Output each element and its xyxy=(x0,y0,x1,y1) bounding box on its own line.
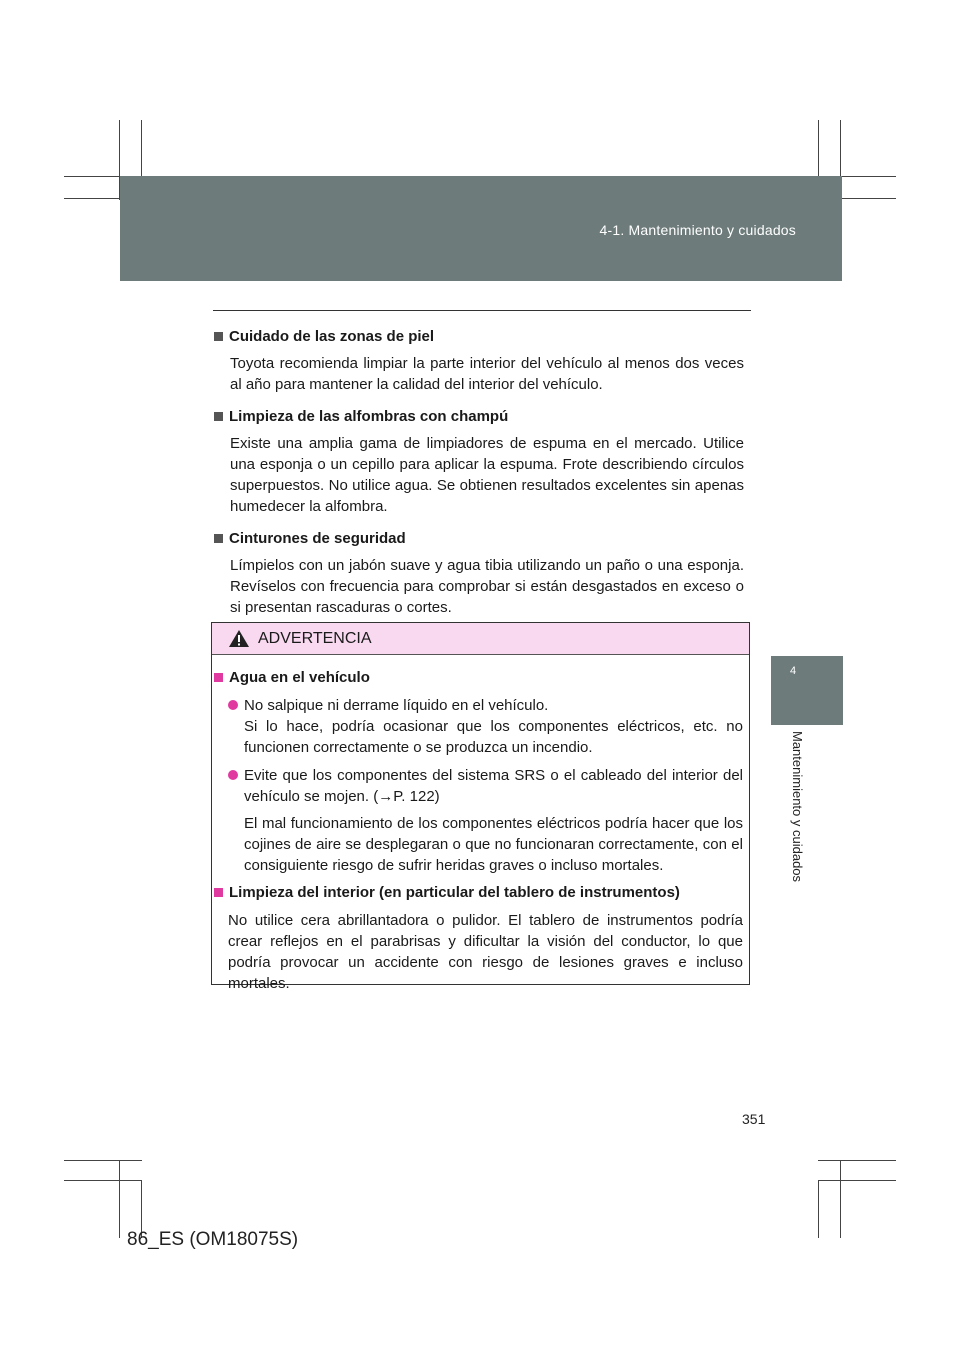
section-body: Límpielos con un jabón suave y agua tibia utilizando un paño o una esponja. Revíselos con frecuencia para comprobar si están desgastados en exceso o si presentan rascaduras o cortes. xyxy=(230,557,744,616)
section-title-text: Cuidado de las zonas de piel xyxy=(229,328,435,345)
square-bullet-icon xyxy=(214,888,223,897)
warning-box xyxy=(211,622,750,992)
square-bullet-icon xyxy=(214,332,223,341)
warning-item-body: No utilice cera abrillantadora o pulidor. El tablero de instrumentos podría crear reflejos en el parabrisas y dificultar la visión del conductor, lo que podría provocar un accidente con riesgo de lesiones graves e incluso mortales. xyxy=(228,912,743,992)
crop-mark xyxy=(818,1180,819,1238)
section-leather-care xyxy=(214,326,744,395)
square-bullet-icon xyxy=(214,673,223,682)
header-band xyxy=(120,176,842,281)
warning-item-title xyxy=(214,882,743,903)
section-title xyxy=(214,406,744,427)
warning-bullet xyxy=(214,765,743,807)
warning-item-title-text: Limpieza del interior (en particular del tablero de instrumentos) xyxy=(229,884,680,901)
warning-item-title-text: Agua en el vehículo xyxy=(229,669,370,686)
bullet-continuation: El mal funcionamiento de los componentes eléctricos podría hacer que los cojines de aire se desplegaran o que no funcionaran correctamente, con el consiguiente riesgo de sufrir heridas graves o incluso mortales. xyxy=(244,815,743,874)
bullet-text xyxy=(244,695,743,758)
chapter-number: 4 xyxy=(790,665,797,677)
crop-mark xyxy=(818,1180,896,1181)
main-content xyxy=(214,326,744,629)
warning-body xyxy=(212,655,749,994)
warning-header xyxy=(212,623,749,655)
crop-mark xyxy=(119,1160,120,1238)
section-carpet-cleaning xyxy=(214,406,744,517)
section-body: Toyota recomienda limpiar la parte interior del vehículo al menos dos veces al año para mantener la calidad del interior del vehículo. xyxy=(230,355,744,393)
crop-mark xyxy=(64,1160,142,1161)
divider xyxy=(213,310,751,311)
section-body: Existe una amplia gama de limpiadores de espuma en el mercado. Utilice una esponja o un cepillo para aplicar la espuma. Frote describiendo círculos superpuestos. No utilice agua. Se obtienen resultados excelentes sin apenas humedecer la alfombra. xyxy=(230,435,744,515)
section-title-text: Cinturones de seguridad xyxy=(229,530,406,547)
warning-triangle-icon xyxy=(228,629,250,648)
bullet-line: Si lo hace, podría ocasionar que los componentes eléctricos, etc. no funcionen correctamente o se produzca un incendio. xyxy=(244,718,743,756)
section-heading: 4-1. Mantenimiento y cuidados xyxy=(599,222,796,238)
square-bullet-icon xyxy=(214,412,223,421)
square-bullet-icon xyxy=(214,534,223,543)
crop-mark xyxy=(840,1160,841,1238)
crop-mark xyxy=(818,1160,896,1161)
section-seat-belts xyxy=(214,528,744,618)
bullet-line: Evite que los componentes del sistema SRS o el cableado del interior del vehículo se mojen. (→P. 122) xyxy=(244,767,743,805)
warning-title: ADVERTENCIA xyxy=(258,629,372,647)
chapter-tab xyxy=(771,656,843,725)
warning-item-title xyxy=(214,667,743,688)
warning-bullet xyxy=(214,695,743,758)
section-title xyxy=(214,326,744,347)
circle-bullet-icon xyxy=(228,700,238,710)
chapter-tab-label-area xyxy=(771,725,843,985)
section-title xyxy=(214,528,744,549)
document-code: 86_ES (OM18075S) xyxy=(127,1229,299,1250)
page-number: 351 xyxy=(742,1111,766,1127)
section-title-text: Limpieza de las alfombras con champú xyxy=(229,408,509,425)
circle-bullet-icon xyxy=(228,770,238,780)
crop-mark xyxy=(64,1180,142,1181)
bullet-line: No salpique ni derrame líquido en el vehículo. xyxy=(244,697,549,714)
chapter-label: Mantenimiento y cuidados xyxy=(790,731,805,883)
